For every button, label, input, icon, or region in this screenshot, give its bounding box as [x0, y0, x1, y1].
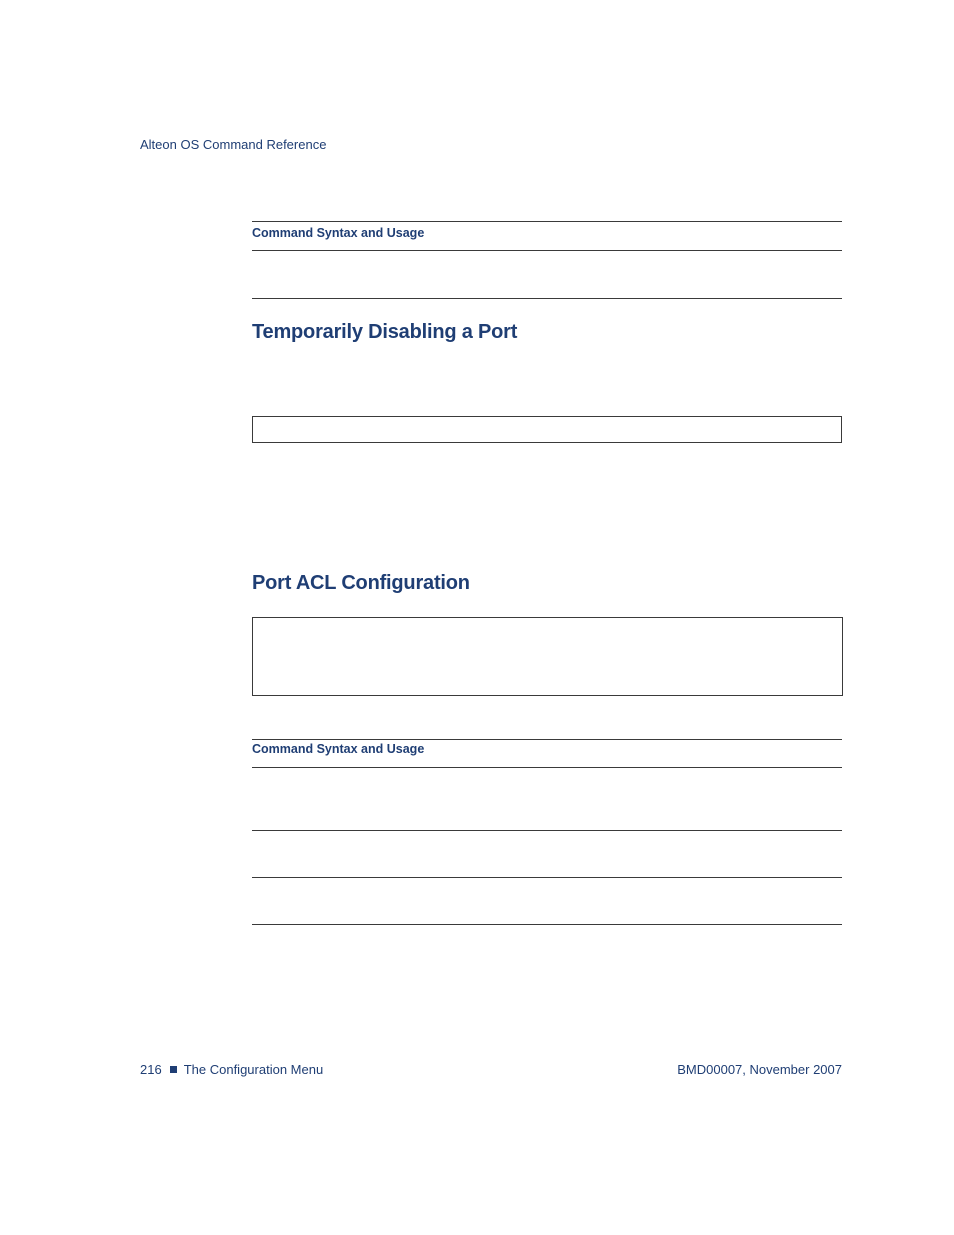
page-footer-left	[140, 1062, 323, 1077]
chapter-title: The Configuration Menu	[183, 1062, 324, 1077]
table-heading: Command Syntax and Usage	[252, 226, 425, 240]
document-id: BMD00007, November 2007	[677, 1062, 842, 1077]
code-box	[252, 416, 842, 443]
code-box	[252, 617, 843, 696]
table-top-rule	[252, 739, 842, 740]
running-header: Alteon OS Command Reference	[140, 137, 327, 152]
square-bullet-icon	[170, 1066, 177, 1073]
table-header-rule	[252, 250, 842, 251]
table-row-rule	[252, 830, 842, 831]
page-number: 216	[140, 1062, 162, 1077]
table-heading: Command Syntax and Usage	[252, 742, 425, 756]
section-heading: Temporarily Disabling a Port	[252, 321, 518, 343]
section-heading: Port ACL Configuration	[252, 572, 470, 594]
table-bottom-rule	[252, 924, 842, 925]
table-row-rule	[252, 877, 842, 878]
table-header-rule	[252, 767, 842, 768]
table-bottom-rule	[252, 298, 842, 299]
table-top-rule	[252, 221, 842, 222]
